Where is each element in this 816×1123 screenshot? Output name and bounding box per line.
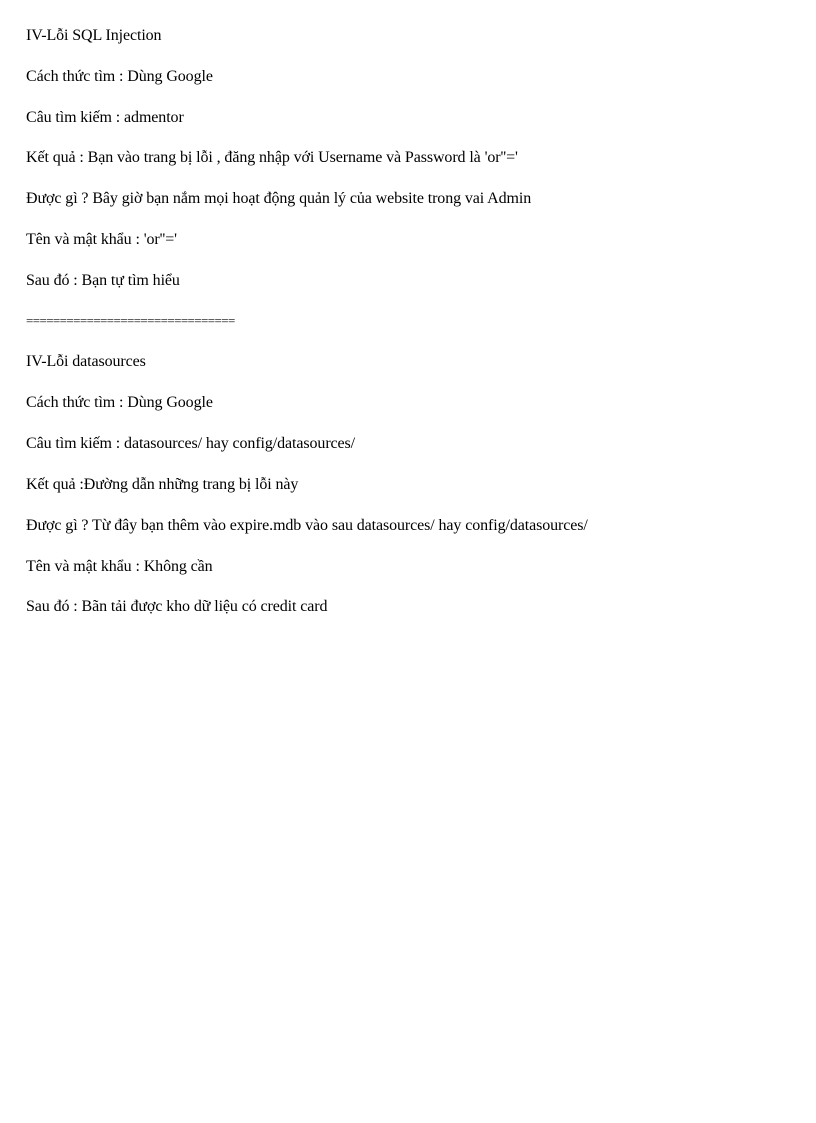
section1-result: Kết quả : Bạn vào trang bị lỗi , đăng nhập với Username và Password là 'or''=' — [26, 149, 518, 166]
section2-heading: IV-Lỗi datasources — [26, 353, 146, 370]
section2-method: Cách thức tìm : Dùng Google — [26, 394, 213, 411]
section1-gain: Được gì ? Bây giờ bạn nắm mọi hoạt động quản lý của website trong vai Admin — [26, 190, 532, 207]
section1-after: Sau đó : Bạn tự tìm hiểu — [26, 272, 180, 289]
section2-query: Câu tìm kiếm : datasources/ hay config/datasources/ — [26, 435, 356, 452]
section1-credentials: Tên và mật khẩu : 'or''=' — [26, 231, 177, 248]
section2-after: Sau đó : Bãn tải được kho dữ liệu có credit card — [26, 598, 328, 615]
section1-method: Cách thức tìm : Dùng Google — [26, 68, 213, 85]
section1-query: Câu tìm kiếm : admentor — [26, 109, 184, 126]
section2-gain: Được gì ? Từ đây bạn thêm vào expire.mdb vào sau datasources/ hay config/datasources/ — [26, 517, 588, 534]
section2-result: Kết quả :Đường dẫn những trang bị lỗi này — [26, 476, 299, 493]
section2-credentials: Tên và mật khẩu : Không cần — [26, 558, 213, 575]
section1-heading: IV-Lỗi SQL Injection — [26, 27, 162, 44]
section-divider: =============================== — [26, 313, 235, 328]
